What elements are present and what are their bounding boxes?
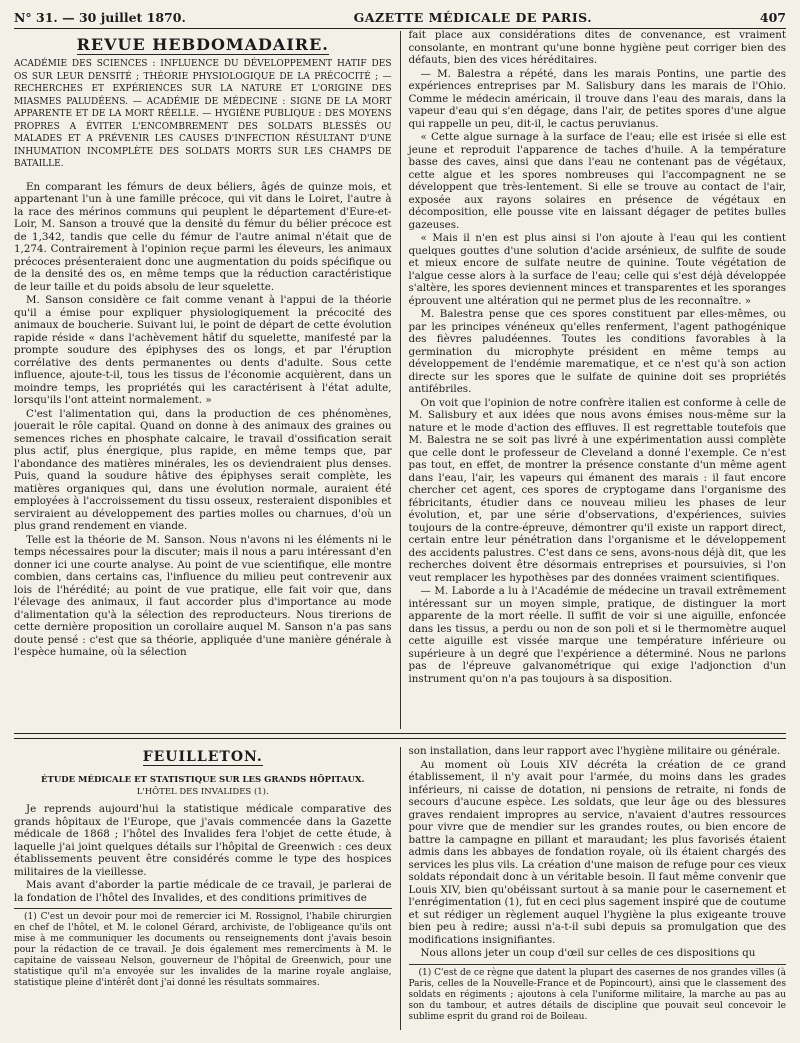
footnote: (1) C'est de ce règne que datent la plupart des casernes de nos grandes villes (à Paris, celles de la Nouvelle-France et de Popincourt), ainsi que le classement des soldats en régiments ; ajoutons à cela l'uniforme militaire, la marche au pas au son du tambour, et autres détails de discipline que pouvait seul concevoir le sublime esprit du grand roi de Boileau. <box>408 967 786 1022</box>
page-number: 407 <box>759 10 786 25</box>
paragraph: C'est l'alimentation qui, dans la production de ces phénomènes, jouerait le rôle capital. Quand on donne à des animaux des graines ou semences riches en phosphate calcaire, le travail d'ossification serait plus actif, plus énergique, plus rapide, en même temps que, par l'abondance des matières minérales, les os deviendraient plus denses. Puis, quand la soudure hâtive des épiphyses serait complète, les matières organiques qui, dans une évolution normale, auraient été employées à l'accroissement du tissu osseux, resteraient disponibles et serviraient au développement des parties molles ou charnues, d'où un plus grand rendement en viande. <box>14 407 392 532</box>
footnote-rule <box>409 964 787 965</box>
revue-summary: ACADÉMIE DES SCIENCES : INFLUENCE DU DÉVELOPPEMENT HATIF DES OS SUR LEUR DENSITÉ ; THÉORIE PHYSIOLOGIQUE DE LA PRÉCOCITÉ ; — RECHERCHES ET EXPÉRIENCES SUR LA NATURE ET L'ORIGINE DES MIASMES PALUDÉENS. — ACADÉMIE DE MÉDECINE : SIGNE DE LA MORT APPARENTE ET DE LA MORT RÉELLE. — HYGIÈNE PUBLIQUE : DES MOYENS PROPRES A ÉVITER L'ENCOMBREMENT DES SOLDATS BLESSÉS OU MALADES ET A PRÉVENIR LES CAUSES D'INFECTION RÉSULTANT D'UNE INHUMATION INCOMPLÈTE DES SOLDATS MORTS SUR LES CHAMPS DE BATAILLE. <box>14 59 392 169</box>
revue-right-column <box>401 29 787 729</box>
footnote: (1) C'est un devoir pour moi de remercier ici M. Rossignol, l'habile chirurgien en chef de l'hôtel, et M. le colonel Gérard, archiviste, de l'obligeance qu'ils ont mise à me communiquer les documents ou renseignements dont j'avais besoin pour la rédaction de ce travail. Je dois également mes remercîments à M. le capitaine de vaisseau Nelson, gouverneur de l'hôpital de Greenwich, pour une statistique qu'il m'a envoyée sur les invalides de la marine royale anglaise, statistique pleine d'intérêt dont j'ai donné les résultats sommaires. <box>14 912 392 988</box>
page-header <box>14 10 786 29</box>
paragraph: M. Sanson considère ce fait comme venant à l'appui de la théorie qu'il a émise pour expliquer physiologiquement la précocité des animaux de boucherie. Suivant lui, le point de départ de cette évolution rapide réside « dans l'achèvement hâtif du squelette, manifesté par la prompte soudure des épiphyses des os longs, et par l'éruption corrélative des dents permanentes ou dents d'adulte. Sous cette influence, ajoute-t-il, tous les tissus de l'économie acquièrent, dans un moindre temps, les propriétés qui les caractérisent à l'état adulte, lorsqu'ils l'ont atteint normalement. » <box>14 294 392 406</box>
paragraph: Au moment où Louis XIV décréta la création de ce grand établissement, il n'y avait pour l'armée, du moins dans les grades inférieurs, ni caisse de dotation, ni pensions de retraite, ni fonds de secours d'aucune espèce. Les soldats, que leur âge ou des blessures graves rendaient impropres au service, n'avaient d'autres ressources pour vivre que de mendier sur les grandes routes, ou bien encore de battre la campagne en pillant et maraudant; les plus favorisés étaient admis dans les abbayes de fondation royale, où ils étaient chargés des services les plus vils. La création d'une maison de refuge pour ces vieux soldats répondait donc à un véritable besoin. Il faut même convenir que Louis XIV, bien qu'obéissant surtout à sa manie pour le casernement et l'enrégimentation (1), fut en ceci plus sagement inspiré que de coutume et sut rédiger un règlement auquel l'hygiène la plus exigeante trouve bien peu à redire; aussi n'a-t-il subi depuis sa promulgation que des modifications insignifiantes. <box>408 758 786 946</box>
revue-left-column <box>14 29 400 729</box>
revue-section <box>14 29 786 729</box>
feuilleton-subtitle-2: L'HÔTEL DES INVALIDES (1). <box>136 787 269 797</box>
paragraph: Mais avant d'aborder la partie médicale de ce travail, je parlerai de la fondation de l'hôtel des Invalides, et des conditions primitives de <box>14 879 392 904</box>
feuilleton-subtitle: ÉTUDE MÉDICALE ET STATISTIQUE SUR LES GRANDS HÔPITAUX. <box>41 775 365 785</box>
journal-title: GAZETTE MÉDICALE DE PARIS. <box>353 10 593 25</box>
paragraph: On voit que l'opinion de notre confrère italien est conforme à celle de M. Salisbury et aux idées que nous avons émises nous-même sur la nature et le mode d'action des effluves. Il est regrettable toutefois que M. Balestra ne se soit pas livré à une expérimentation aussi complète que celle dont le professeur de Cleveland a donné l'exemple. Ce n'est pas tout, en effet, de montrer la présence constante d'un même agent dans l'eau, l'air, les vapeurs qui émanent des marais : il faut encore chercher cet agent, ces spores de cryptogame dans l'organisme des fébricitants, étudier dans ce nouveau milieu les phases de leur évolution, et, par une série d'observations, d'expériences, suivies toujours de la contre-épreuve, démontrer qu'il existe un rapport direct, certain entre leur pénétration dans l'organisme et le développement des accidents palustres. C'est dans ce sens, avons-nous déjà dit, que les recherches doivent être désormais entreprises et poursuivies, si l'on veut remplacer les hypothèses par des données vraiment scientifiques. <box>408 396 786 584</box>
footnote-rule <box>14 908 392 909</box>
paragraph: Je reprends aujourd'hui la statistique médicale comparative des grands hôpitaux de l'Europe, que j'avais commencée dans la Gazette médicale de 1868 ; l'hôtel des Invalides fera l'objet de cette étude, à laquelle j'ai joint quelques détails sur l'hôpital de Greenwich : ces deux établissements peuvent être considérés comme le type des hospices militaires de la vieillesse. <box>14 803 392 878</box>
feuilleton-left-column <box>14 745 400 1030</box>
feuilleton-section <box>14 745 786 1030</box>
paragraph: « Cette algue surnage à la surface de l'eau; elle est irisée si elle est jeune et reproduit l'apparence de taches d'huile. A la température basse des caves, ainsi que dans l'eau ne contenant pas de végétaux, cette algue et les spores nombreuses qui l'accompagnent ne se développent que très-lentement. Si elle se trouve au contact de l'air, exposée aux rayons solaires en présence de végétaux en décomposition, elle pousse vite en laissant dégager de petites bulles gazeuses. <box>408 131 786 231</box>
feuilleton-right-column <box>401 745 787 1030</box>
issue-date: N° 31. — 30 juillet 1870. <box>14 10 186 25</box>
paragraph: — M. Balestra a répété, dans les marais Pontins, une partie des expériences entreprises par M. Salisbury dans les marais de l'Ohio. Comme le médecin américain, il trouve dans l'eau des marais, dans la vapeur d'eau qui s'en dégage, dans l'air, de petites spores d'une algue qui rappelle un peu, dit-il, le cactus peruvianus. <box>408 67 786 130</box>
section-divider <box>14 733 786 739</box>
paragraph: son installation, dans leur rapport avec l'hygiène militaire ou générale. <box>408 745 781 757</box>
paragraph: Nous allons jeter un coup d'œil sur celles de ces dispositions qu <box>420 947 756 959</box>
paragraph: fait place aux considérations dites de convenance, est vraiment consolante, en montrant qu'une bonne hygiène peut corriger bien des défauts, bien des vices héréditaires. <box>408 29 786 66</box>
paragraph: En comparant les fémurs de deux béliers, âgés de quinze mois, et appartenant l'un à une famille précoce, qui vit dans le Loiret, l'autre à la race des mérinos communs qui peuplent le département d'Eure-et-Loir, M. Sanson a trouvé que la densité du fémur du bélier précoce est de 1,342, tandis que celle du fémur de l'autre animal n'était que de 1,274. Contrairement à l'opinion reçue parmi les éleveurs, les animaux précoces présenteraient donc une augmentation du poids spécifique ou de la densité des os, en même temps que la réduction caractéristique de leur taille et du poids absolu de leur squelette. <box>14 180 392 293</box>
feuilleton-title: FEUILLETON. <box>142 749 263 765</box>
paragraph: « Mais il n'en est plus ainsi si l'on ajoute à l'eau qui les contient quelques gouttes d'une solution d'acide arsénieux, de sulfite de soude et mieux encore de sulfate neutre de quinine. Toute végétation de l'algue cesse alors à la surface de l'eau; celle qui s'est déjà développée s'altère, les spores deviennent minces et transparentes et les sporanges éprouvent une altération qui ne permet plus de les reconnaître. » <box>408 232 786 307</box>
paragraph: Telle est la théorie de M. Sanson. Nous n'avons ni les éléments ni le temps nécessaires pour la discuter; mais il nous a paru intéressant d'en donner ici une courte analyse. Au point de vue scientifique, elle montre combien, dans certains cas, l'influence du milieu peut contrevenir aux lois de l'hérédité; au point de vue pratique, elle fait voir que, dans l'élevage des animaux, il faut accorder plus d'importance au mode d'alimentation qu'à la sélection des reproducteurs. Nous tirerions de cette dernière proposition un corollaire auquel M. Sanson n'a pas sans doute pensé : c'est que sa théorie, appliquée d'une manière générale à l'espèce humaine, où la sélection <box>14 533 392 658</box>
revue-title: REVUE HEBDOMADAIRE. <box>76 35 329 54</box>
paragraph: — M. Laborde a lu à l'Académie de médecine un travail extrêmement intéressant sur un moyen simple, pratique, de distinguer la mort apparente de la mort réelle. Il suffit de voir si une aiguille, enfoncée dans les tissus, a perdu ou non de son poli et si le thermomètre auquel cette aiguille est vissée marque une température inférieure ou supérieure à un degré que l'expérience a déterminé. Nous ne parlons pas de l'épreuve galvanométrique qui exige l'adjonction d'un instrument qu'on n'a pas toujours à sa disposition. <box>408 585 786 685</box>
paragraph: M. Balestra pense que ces spores constituent par elles-mêmes, ou par les principes vénéneux qu'elles renferment, l'agent pathogénique des fièvres paludéennes. Toutes les conditions favorables à la germination du microphyte président en même temps au développement de l'endémie marematique, et ce n'est qu'à son action directe sur les spores que le sulfate de quinine doit ses propriétés antifébriles. <box>408 308 786 395</box>
